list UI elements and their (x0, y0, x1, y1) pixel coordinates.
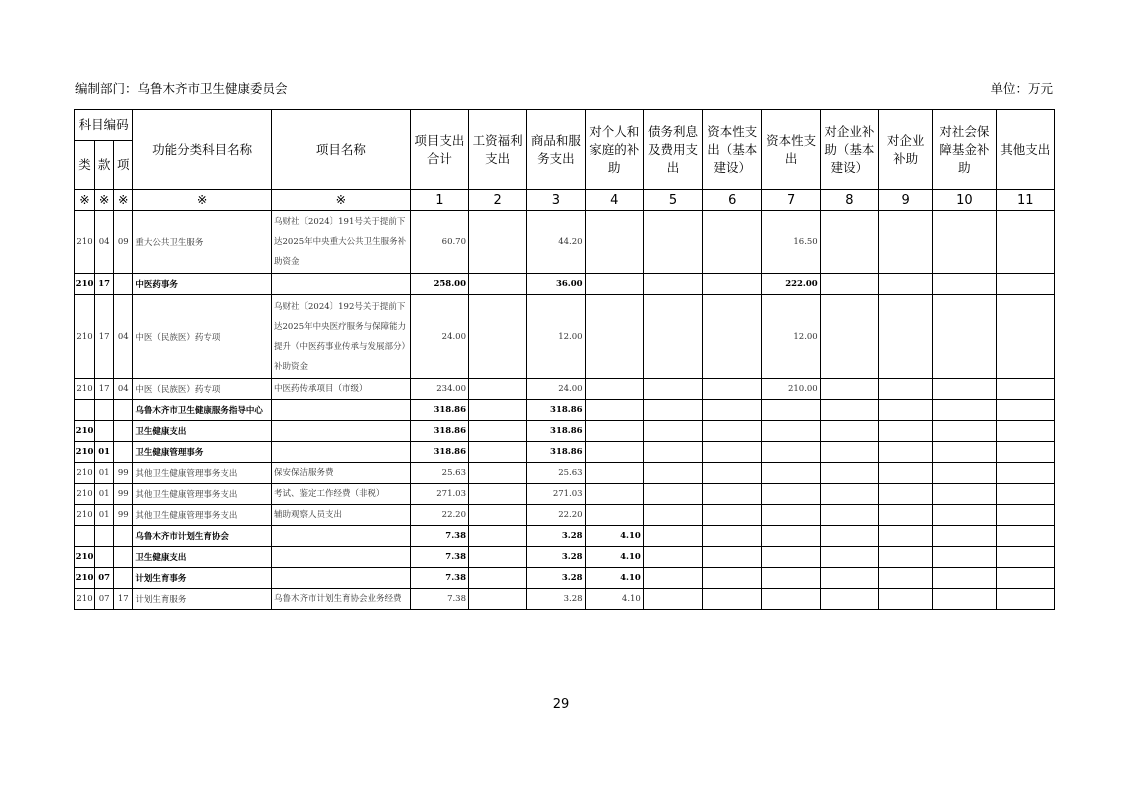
cell-c4 (585, 421, 643, 442)
cell-proj (272, 421, 411, 442)
cell-c10 (933, 274, 996, 295)
cell-c8 (820, 379, 878, 400)
cell-xiang: 17 (114, 589, 133, 610)
cell-c6 (703, 526, 762, 547)
cell-c3: 25.63 (527, 463, 585, 484)
cell-c2 (469, 211, 527, 274)
cell-c10 (933, 568, 996, 589)
cell-func: 中医（民族医）药专项 (133, 379, 272, 400)
cell-c3: 36.00 (527, 274, 585, 295)
cell-func: 其他卫生健康管理事务支出 (133, 484, 272, 505)
cell-kuan: 07 (95, 568, 114, 589)
cell-xiang (114, 400, 133, 421)
cell-c8 (820, 568, 878, 589)
cell-c7: 12.00 (762, 295, 820, 379)
cell-c5 (643, 274, 702, 295)
cell-c9 (879, 526, 933, 547)
index-number: 7 (762, 190, 820, 211)
cell-lei: 210 (75, 442, 95, 463)
cell-c2 (469, 274, 527, 295)
cell-c2 (469, 295, 527, 379)
cell-c7: 16.50 (762, 211, 820, 274)
index-mark: ※ (95, 190, 114, 211)
expenditure-table (74, 109, 1055, 610)
cell-c6 (703, 295, 762, 379)
cell-c2 (469, 547, 527, 568)
table-row (75, 589, 1055, 610)
cell-func: 卫生健康支出 (133, 547, 272, 568)
cell-c7 (762, 589, 820, 610)
cell-c6 (703, 379, 762, 400)
index-number: 5 (643, 190, 702, 211)
index-number: 10 (933, 190, 996, 211)
index-number: 2 (469, 190, 527, 211)
cell-c4: 4.10 (585, 568, 643, 589)
col4-header: 对个人和家庭的补助 (585, 110, 643, 190)
cell-c7 (762, 400, 820, 421)
cell-c10 (933, 589, 996, 610)
cell-xiang (114, 421, 133, 442)
table-row (75, 379, 1055, 400)
cell-c4 (585, 463, 643, 484)
cell-lei: 210 (75, 379, 95, 400)
cell-c10 (933, 379, 996, 400)
cell-kuan (95, 526, 114, 547)
cell-c5 (643, 589, 702, 610)
cell-kuan: 17 (95, 379, 114, 400)
cell-proj (272, 547, 411, 568)
table-row (75, 400, 1055, 421)
cell-proj (272, 274, 411, 295)
cell-proj: 乌鲁木齐市计划生育协会业务经费 (272, 589, 411, 610)
cell-lei: 210 (75, 421, 95, 442)
cell-proj: 中医药传承项目（市级） (272, 379, 411, 400)
col8-header: 对企业补助（基本建设） (820, 110, 878, 190)
cell-c5 (643, 421, 702, 442)
cell-lei: 210 (75, 211, 95, 274)
cell-xiang: 99 (114, 463, 133, 484)
cell-xiang: 99 (114, 484, 133, 505)
cell-c4 (585, 295, 643, 379)
cell-c8 (820, 400, 878, 421)
cell-c10 (933, 421, 996, 442)
cell-c11 (996, 547, 1054, 568)
cell-lei: 210 (75, 484, 95, 505)
cell-c3: 3.28 (527, 589, 585, 610)
cell-c3: 22.20 (527, 505, 585, 526)
cell-lei: 210 (75, 547, 95, 568)
cell-c1: 318.86 (410, 421, 468, 442)
cell-proj: 辅助观察人员支出 (272, 505, 411, 526)
col11-header: 其他支出 (996, 110, 1054, 190)
cell-c3: 318.86 (527, 421, 585, 442)
page-number: 29 (552, 697, 570, 712)
cell-c4 (585, 505, 643, 526)
cell-kuan (95, 547, 114, 568)
cell-c9 (879, 295, 933, 379)
cell-kuan: 17 (95, 274, 114, 295)
cell-proj (272, 442, 411, 463)
cell-xiang: 99 (114, 505, 133, 526)
cell-c9 (879, 568, 933, 589)
cell-c11 (996, 505, 1054, 526)
cell-c7: 210.00 (762, 379, 820, 400)
cell-c8 (820, 526, 878, 547)
cell-c5 (643, 211, 702, 274)
index-row (75, 190, 1055, 211)
cell-c4 (585, 442, 643, 463)
cell-c7 (762, 463, 820, 484)
cell-c6 (703, 274, 762, 295)
cell-c11 (996, 400, 1054, 421)
col10-header: 对社会保障基金补助 (933, 110, 996, 190)
cell-c1: 7.38 (410, 526, 468, 547)
cell-c11 (996, 463, 1054, 484)
cell-c5 (643, 568, 702, 589)
index-mark: ※ (114, 190, 133, 211)
cell-c8 (820, 442, 878, 463)
col5-header: 债务利息及费用支出 (643, 110, 702, 190)
cell-c6 (703, 442, 762, 463)
cell-c9 (879, 505, 933, 526)
cell-c3: 271.03 (527, 484, 585, 505)
cell-c1: 318.86 (410, 442, 468, 463)
lei-header: 类 (75, 141, 95, 190)
cell-kuan (95, 400, 114, 421)
table-row (75, 547, 1055, 568)
cell-c8 (820, 211, 878, 274)
cell-c10 (933, 505, 996, 526)
cell-c10 (933, 526, 996, 547)
table-row (75, 295, 1055, 379)
cell-c1: 7.38 (410, 547, 468, 568)
cell-c3: 24.00 (527, 379, 585, 400)
cell-c3: 44.20 (527, 211, 585, 274)
cell-c8 (820, 547, 878, 568)
cell-c7 (762, 547, 820, 568)
cell-c1: 24.00 (410, 295, 468, 379)
cell-c9 (879, 274, 933, 295)
cell-func: 计划生育事务 (133, 568, 272, 589)
cell-lei: 210 (75, 589, 95, 610)
cell-c8 (820, 421, 878, 442)
cell-c6 (703, 211, 762, 274)
cell-c6 (703, 463, 762, 484)
index-number: 6 (703, 190, 762, 211)
cell-lei: 210 (75, 274, 95, 295)
cell-c1: 7.38 (410, 568, 468, 589)
cell-c11 (996, 211, 1054, 274)
cell-c9 (879, 379, 933, 400)
cell-kuan: 01 (95, 484, 114, 505)
cell-c7 (762, 526, 820, 547)
cell-func: 其他卫生健康管理事务支出 (133, 505, 272, 526)
cell-func: 中医（民族医）药专项 (133, 295, 272, 379)
cell-c10 (933, 211, 996, 274)
cell-c3: 318.86 (527, 400, 585, 421)
cell-lei: 210 (75, 568, 95, 589)
cell-c11 (996, 379, 1054, 400)
col2-header: 工资福利支出 (469, 110, 527, 190)
cell-c4: 4.10 (585, 589, 643, 610)
cell-c6 (703, 547, 762, 568)
cell-c2 (469, 526, 527, 547)
cell-c2 (469, 505, 527, 526)
col9-header: 对企业补助 (879, 110, 933, 190)
cell-xiang (114, 547, 133, 568)
index-number: 3 (527, 190, 585, 211)
xiang-header: 项 (114, 141, 133, 190)
cell-c5 (643, 400, 702, 421)
cell-kuan: 17 (95, 295, 114, 379)
unit-label: 单位：万元 (990, 81, 1053, 96)
cell-kuan: 01 (95, 463, 114, 484)
cell-c5 (643, 526, 702, 547)
table-row (75, 505, 1055, 526)
cell-c2 (469, 442, 527, 463)
index-number: 4 (585, 190, 643, 211)
cell-c7 (762, 505, 820, 526)
index-mark: ※ (272, 190, 411, 211)
cell-c11 (996, 295, 1054, 379)
cell-c11 (996, 568, 1054, 589)
cell-c1: 318.86 (410, 400, 468, 421)
cell-func: 卫生健康管理事务 (133, 442, 272, 463)
cell-c4: 4.10 (585, 547, 643, 568)
col3-header: 商品和服务支出 (527, 110, 585, 190)
cell-c8 (820, 505, 878, 526)
cell-proj: 乌财社〔2024〕191号关于提前下达2025年中央重大公共卫生服务补助资金 (272, 211, 411, 274)
index-mark: ※ (133, 190, 272, 211)
cell-c9 (879, 463, 933, 484)
index-mark: ※ (75, 190, 95, 211)
cell-xiang (114, 568, 133, 589)
table-row (75, 211, 1055, 274)
cell-c8 (820, 295, 878, 379)
cell-c6 (703, 589, 762, 610)
cell-xiang: 09 (114, 211, 133, 274)
cell-c7 (762, 568, 820, 589)
cell-c9 (879, 547, 933, 568)
cell-c7 (762, 442, 820, 463)
project-name-header: 项目名称 (272, 110, 411, 190)
cell-kuan (95, 421, 114, 442)
cell-c11 (996, 589, 1054, 610)
col7-header: 资本性支出 (762, 110, 820, 190)
cell-c4 (585, 379, 643, 400)
cell-c7 (762, 421, 820, 442)
cell-c6 (703, 484, 762, 505)
cell-c9 (879, 442, 933, 463)
cell-c3: 3.28 (527, 568, 585, 589)
cell-func: 乌鲁木齐市卫生健康服务指导中心 (133, 400, 272, 421)
cell-c10 (933, 547, 996, 568)
cell-c4: 4.10 (585, 526, 643, 547)
index-number: 1 (410, 190, 468, 211)
cell-xiang (114, 442, 133, 463)
table-row (75, 421, 1055, 442)
cell-c11 (996, 484, 1054, 505)
cell-proj (272, 526, 411, 547)
code-group-header: 科目编码 (75, 110, 133, 141)
cell-c1: 22.20 (410, 505, 468, 526)
cell-c1: 271.03 (410, 484, 468, 505)
table-row (75, 463, 1055, 484)
cell-c7: 222.00 (762, 274, 820, 295)
cell-c3: 3.28 (527, 547, 585, 568)
cell-c6 (703, 400, 762, 421)
table-row (75, 526, 1055, 547)
cell-lei (75, 526, 95, 547)
cell-c11 (996, 421, 1054, 442)
cell-c3: 12.00 (527, 295, 585, 379)
cell-c2 (469, 484, 527, 505)
cell-c5 (643, 547, 702, 568)
cell-c6 (703, 421, 762, 442)
cell-c11 (996, 526, 1054, 547)
cell-kuan: 04 (95, 211, 114, 274)
cell-c1: 258.00 (410, 274, 468, 295)
cell-c3: 3.28 (527, 526, 585, 547)
index-number: 9 (879, 190, 933, 211)
index-number: 11 (996, 190, 1054, 211)
table-row (75, 484, 1055, 505)
cell-c9 (879, 484, 933, 505)
cell-xiang: 04 (114, 295, 133, 379)
cell-kuan: 01 (95, 442, 114, 463)
cell-c8 (820, 589, 878, 610)
cell-c4 (585, 400, 643, 421)
header-row-1 (75, 110, 1055, 141)
cell-c2 (469, 589, 527, 610)
cell-c10 (933, 463, 996, 484)
cell-c2 (469, 568, 527, 589)
cell-func: 计划生育服务 (133, 589, 272, 610)
cell-c2 (469, 400, 527, 421)
cell-xiang: 04 (114, 379, 133, 400)
kuan-header: 款 (95, 141, 114, 190)
cell-c5 (643, 484, 702, 505)
cell-c1: 60.70 (410, 211, 468, 274)
cell-c3: 318.86 (527, 442, 585, 463)
cell-c4 (585, 211, 643, 274)
cell-c5 (643, 295, 702, 379)
cell-c8 (820, 463, 878, 484)
cell-c4 (585, 484, 643, 505)
cell-lei (75, 400, 95, 421)
cell-xiang (114, 274, 133, 295)
cell-c10 (933, 295, 996, 379)
cell-c6 (703, 505, 762, 526)
table-row (75, 568, 1055, 589)
cell-func: 中医药事务 (133, 274, 272, 295)
cell-c8 (820, 274, 878, 295)
cell-c11 (996, 274, 1054, 295)
department-label: 编制部门：乌鲁木齐市卫生健康委员会 (75, 81, 288, 96)
col1-header: 项目支出合计 (410, 110, 468, 190)
cell-lei: 210 (75, 295, 95, 379)
table-row (75, 442, 1055, 463)
cell-func: 卫生健康支出 (133, 421, 272, 442)
cell-c4 (585, 274, 643, 295)
cell-c9 (879, 421, 933, 442)
cell-proj (272, 568, 411, 589)
cell-c11 (996, 442, 1054, 463)
cell-c7 (762, 484, 820, 505)
cell-c1: 25.63 (410, 463, 468, 484)
cell-c1: 7.38 (410, 589, 468, 610)
cell-lei: 210 (75, 505, 95, 526)
cell-kuan: 07 (95, 589, 114, 610)
cell-c5 (643, 463, 702, 484)
cell-c2 (469, 421, 527, 442)
cell-func: 乌鲁木齐市计划生育协会 (133, 526, 272, 547)
table-row (75, 274, 1055, 295)
cell-lei: 210 (75, 463, 95, 484)
cell-proj: 乌财社〔2024〕192号关于提前下达2025年中央医疗服务与保障能力提升（中医药事业传承与发展部分）补助资金 (272, 295, 411, 379)
cell-c10 (933, 400, 996, 421)
cell-c10 (933, 484, 996, 505)
cell-c9 (879, 211, 933, 274)
cell-c5 (643, 379, 702, 400)
cell-xiang (114, 526, 133, 547)
cell-c5 (643, 505, 702, 526)
cell-c8 (820, 484, 878, 505)
cell-proj (272, 400, 411, 421)
cell-c2 (469, 379, 527, 400)
index-number: 8 (820, 190, 878, 211)
cell-c9 (879, 589, 933, 610)
cell-c5 (643, 442, 702, 463)
cell-proj: 考试、鉴定工作经费（非税） (272, 484, 411, 505)
cell-func: 其他卫生健康管理事务支出 (133, 463, 272, 484)
cell-func: 重大公共卫生服务 (133, 211, 272, 274)
cell-kuan: 01 (95, 505, 114, 526)
cell-c2 (469, 463, 527, 484)
cell-c1: 234.00 (410, 379, 468, 400)
col6-header: 资本性支出（基本建设） (703, 110, 762, 190)
cell-proj: 保安保洁服务费 (272, 463, 411, 484)
cell-c6 (703, 568, 762, 589)
cell-c10 (933, 442, 996, 463)
cell-c9 (879, 400, 933, 421)
func-name-header: 功能分类科目名称 (133, 110, 272, 190)
